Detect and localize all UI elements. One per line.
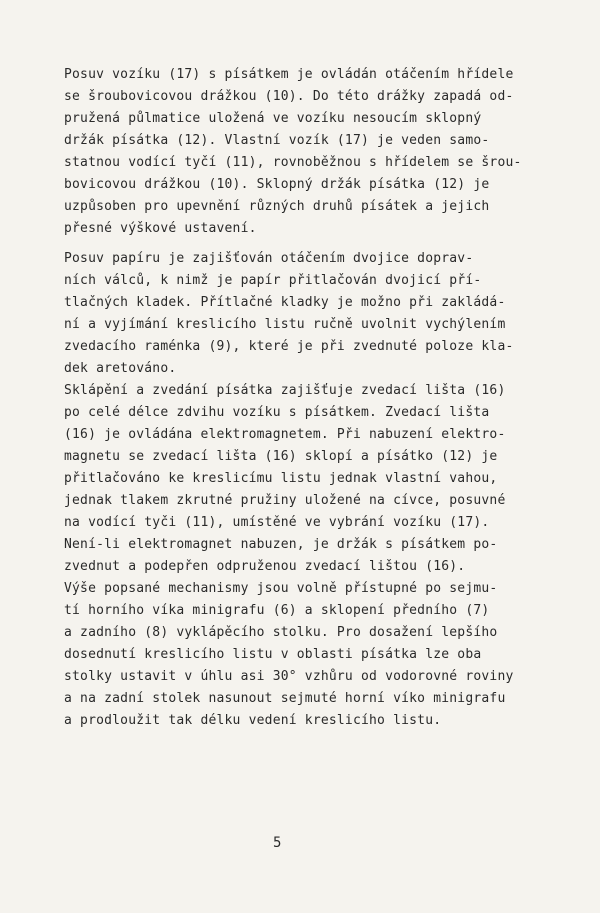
text-line: magnetu se zvedací lišta (16) sklopí a písátko (12) je [64, 449, 498, 464]
paragraph-access-mechanisms [64, 578, 564, 732]
text-line: po celé délce zdvihu vozíku s písátkem. Zvedací lišta [64, 405, 490, 420]
text-line: a na zadní stolek nasunout sejmuté horní víko minigrafu [64, 691, 506, 706]
text-line: Posuv vozíku (17) s písátkem je ovládán otáčením hřídele [64, 67, 514, 82]
text-line: a zadního (8) vyklápěcího stolku. Pro dosažení lepšího [64, 625, 498, 640]
paragraph-carriage-motion [64, 64, 564, 240]
text-line: Výše popsané mechanismy jsou volně přístupné po sejmu- [64, 581, 498, 596]
text-line: Není-li elektromagnet nabuzen, je držák s písátkem po- [64, 537, 498, 552]
text-line: zvednut a podepřen odpruženou zvedací lištou (16). [64, 559, 466, 574]
page-number: 5 [273, 835, 282, 851]
text-line: pružená půlmatice uložená ve vozíku nesoucím sklopný [64, 111, 482, 126]
text-line: dek aretováno. [64, 361, 177, 376]
text-line: držák písátka (12). Vlastní vozík (17) je veden samo- [64, 133, 490, 148]
text-line: dosednutí kreslicího listu v oblasti písátka lze oba [64, 647, 482, 662]
text-line: ních válců, k nimž je papír přitlačován dvojicí pří- [64, 273, 482, 288]
text-line: tlačných kladek. Přítlačné kladky je možno při zakládá- [64, 295, 506, 310]
text-line: bovicovou drážkou (10). Sklopný držák písátka (12) je [64, 177, 490, 192]
text-line: přitlačováno ke kreslicímu listu jednak vlastní vahou, [64, 471, 498, 486]
text-line: stolky ustavit v úhlu asi 30° vzhůru od vodorovné roviny [64, 669, 514, 684]
text-line: Sklápění a zvedání písátka zajišťuje zvedací lišta (16) [64, 383, 506, 398]
text-line: jednak tlakem zkrutné pružiny uložené na cívce, posuvné [64, 493, 506, 508]
text-line: (16) je ovládána elektromagnetem. Při nabuzení elektro- [64, 427, 506, 442]
text-line: statnou vodící tyčí (11), rovnoběžnou s hřídelem se šrou- [64, 155, 522, 170]
text-line: ní a vyjímání kreslicího listu ručně uvolnit vychýlením [64, 317, 506, 332]
text-line: Posuv papíru je zajišťován otáčením dvojice doprav- [64, 251, 474, 266]
text-line: uzpůsoben pro upevnění různých druhů písátek a jejich [64, 199, 490, 214]
text-line: a prodloužit tak délku vedení kreslicího listu. [64, 713, 442, 728]
text-line: zvedacího raménka (9), které je při zvednuté poloze kla- [64, 339, 514, 354]
text-line: na vodící tyči (11), umístěné ve vybrání vozíku (17). [64, 515, 490, 530]
text-line: tí horního víka minigrafu (6) a sklopení předního (7) [64, 603, 490, 618]
paragraph-pen-lift [64, 380, 564, 578]
text-line: přesné výškové ustavení. [64, 221, 257, 236]
text-line: se šroubovicovou drážkou (10). Do této drážky zapadá od- [64, 89, 514, 104]
paragraph-paper-feed [64, 248, 564, 380]
